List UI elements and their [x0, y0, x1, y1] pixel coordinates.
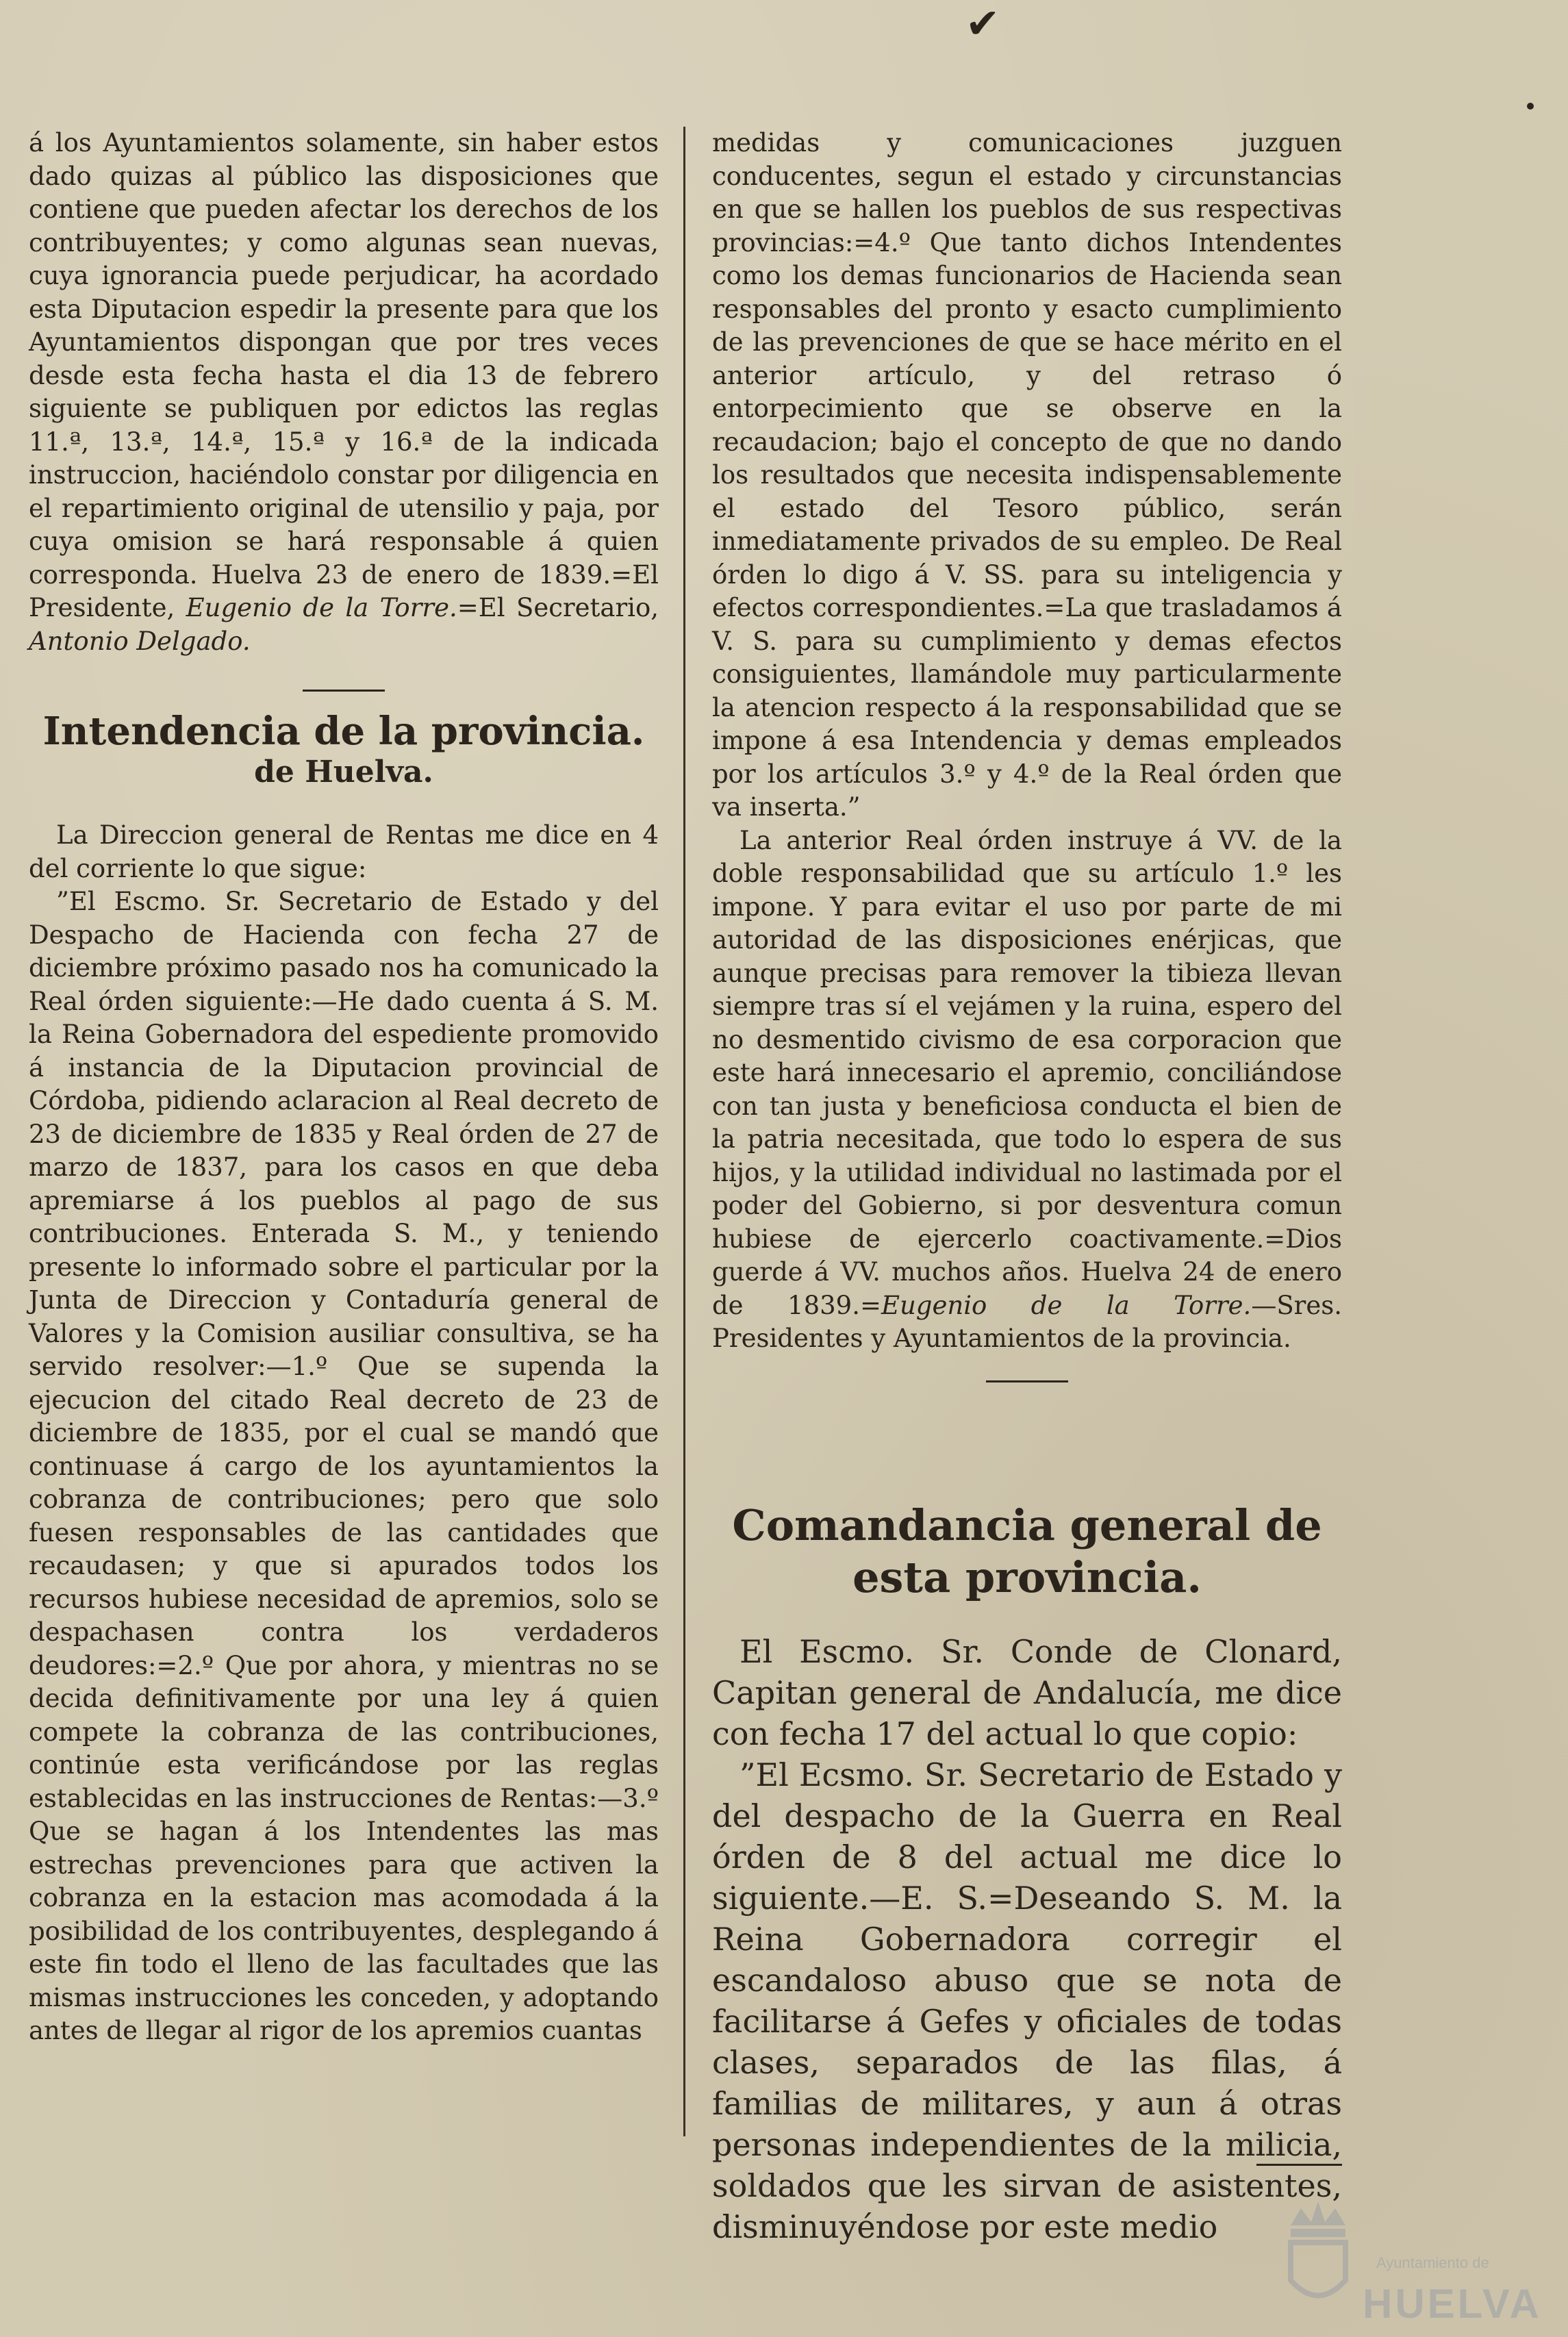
paragraph-text: —Sres. Presidentes y Ayuntamientos de la provincia. — [712, 1290, 1342, 1353]
ink-dot — [1527, 103, 1534, 110]
paragraph-intro: La Direccion general de Rentas me dice en 4 del corriente lo que sigue: — [29, 820, 659, 883]
right-column-lower — [712, 1500, 1342, 2247]
ayuntamiento-watermark — [1280, 2198, 1542, 2327]
column-divider — [683, 127, 685, 2136]
section-heading: Intendencia de la provincia. — [42, 709, 645, 754]
paragraph-capitan-general: El Escmo. Sr. Conde de Clonard, Capitan general de Andalucía, me dice con fecha 17 del actual lo que copio: — [712, 1633, 1342, 1752]
left-column — [29, 127, 659, 2048]
right-column — [712, 127, 1342, 1382]
paragraph-guerra-orden: ”El Ecsmo. Sr. Secretario de Estado y del despacho de la Guerra en Real órden de 8 del actual me dice lo siguiente.—E. S.=Deseando S. M. la Reina Gobernadora corregir el escandaloso abuso que se nota de facilitarse á Gefes y oficiales de todas clases, separados de las filas, á familias de militares, y aun á otras personas independientes de la milicia, soldados que les sirvan de asistentes, disminuyéndose por este medio — [712, 1756, 1342, 2245]
watermark-title: HUELVA — [1363, 2281, 1542, 2327]
paragraph-circular — [712, 824, 1342, 1356]
section-heading: Comandancia general de esta provincia. — [732, 1500, 1322, 1602]
paragraph-real-orden: ”El Escmo. Sr. Secretario de Estado y del Despacho de Hacienda con fecha 27 de diciembre próximo pasado nos ha comunicado la Real órden siguiente:—He dado cuenta á S. M. la Reina Gobernadora del espediente promovido á instancia de la Diputacion provincial de Córdoba, pidiendo aclaracion al Real decreto de 23 de diciembre de 1835 y Real órden de 27 de marzo de 1837, para los casos en que deba apremiarse á los pueblos al pago de sus contribuciones. Enterada S. M., y teniendo presente lo informado sobre el particular por la Junta de Direccion y Contaduría general de Valores y la Comision ausiliar consultiva, se ha servido resolver:—1.º Que se supenda la ejecucion del citado Real decreto de 23 de diciembre de 1835, por el cual se mandó que continuase á cargo de los ayuntamientos la cobranza de contribuciones; pero que solo fuesen responsables de las cantidades que recaudasen; y que si apurados todos los recursos hubiese necesidad de apremios, solo se despachasen contra los verdaderos deudores:=2.º Que por ahora, y mientras no se decida definitivamente por una ley á quien compete la cobranza de las contribuciones, continúe esta verificándose por las reglas establecidas en las instrucciones de Rentas:—3.º Que se hagan á los Intendentes las mas estrechas prevenciones para que activen la cobranza en la estacion mas acomodada á la posibilidad de los contribuyentes, desplegando á este fin todo el lleno de las facultades que las mismas instrucciones les conceden, y adoptando antes de llegar al rigor de los apremios cuantas — [29, 887, 659, 2045]
paragraph-text: La anterior Real órden instruye á VV. de la doble responsabilidad que su artículo 1.º les impone. Y para evitar el uso por parte de mi autoridad de las disposiciones enérjicas, que aunque precisas para remover la tibieza llevan siempre tras sí el vejámen y la ruina, espero del no desmentido civismo de esa corporacion que este hará innecesario el apremio, conciliándose con tan justa y beneficiosa conducta el bien de la patria necesitada, que todo lo espera de sus hijos, y la utilidad individual no lastimada por el poder del Gobierno, si por desventura comun hubiese de ejercerlo coactivamente.=Dios guerde á VV. muchos años. Huelva 24 de enero de 1839.= — [712, 825, 1342, 1320]
crown-shield-icon — [1280, 2198, 1356, 2314]
paragraph-text: =El Secretario, — [457, 593, 659, 622]
paragraph-continuation: medidas y comunicaciones juzguen conducentes, segun el estado y circunstancias en que se hallen los pueblos de sus respectivas provincias:=4.º Que tanto dichos Intendentes como los demas funcionarios de Hacienda sean responsables del pronto y esacto cumplimiento de las prevenciones de que se hace mérito en el anterior artículo, y del retraso ó entorpecimiento que se observe en la recaudacion; bajo el concepto de que no dando los resultados que necesita indispensablemente el estado del Tesoro público, serán inmediatamente privados de su empleo. De Real órden lo digo á V. SS. para su inteligencia y efectos correspondientes.=La que trasladamos á V. S. para su cumplimiento y demas efectos consiguientes, llamándole muy particularmente la atencion respecto á la responsabilidad que se impone á esa Intendencia y demas empleados por los artículos 3.º y 4.º de la Real órden que va inserta.” — [712, 128, 1342, 822]
section-subheading: de Huelva. — [254, 755, 433, 789]
watermark-caption: Ayuntamiento de — [1376, 2254, 1489, 2271]
paragraph-diputacion — [29, 127, 659, 658]
signature-intendente: Eugenio de la Torre. — [881, 1290, 1252, 1320]
paragraph-text: á los Ayuntamientos solamente, sin haber estos dado quizas al público las disposiciones que contiene que pueden afectar los derechos de los contribuyentes; y como algunas sean nuevas, cuya ignorancia puede perjudicar, ha acordado esta Diputacion espedir la presente para que los Ayuntamientos dispongan que por tres veces desde esta fecha hasta el dia 13 de febrero siguiente se publiquen por edictos las reglas 11.ª, 13.ª, 14.ª, 15.ª y 16.ª de la indicada instruccion, haciéndolo constar por diligencia en el repartimiento original de utensilio y paja, por cuya omision se hará responsable á quien corresponda. Huelva 23 de enero de 1839.=El Presidente, — [29, 128, 659, 622]
corner-mark: ✔ — [965, 0, 1000, 48]
section-divider — [986, 1380, 1068, 1382]
closing-rule — [1256, 2164, 1342, 2166]
signature-presidente: Eugenio de la Torre. — [186, 593, 457, 622]
signature-secretario: Antonio Delgado. — [29, 626, 251, 656]
